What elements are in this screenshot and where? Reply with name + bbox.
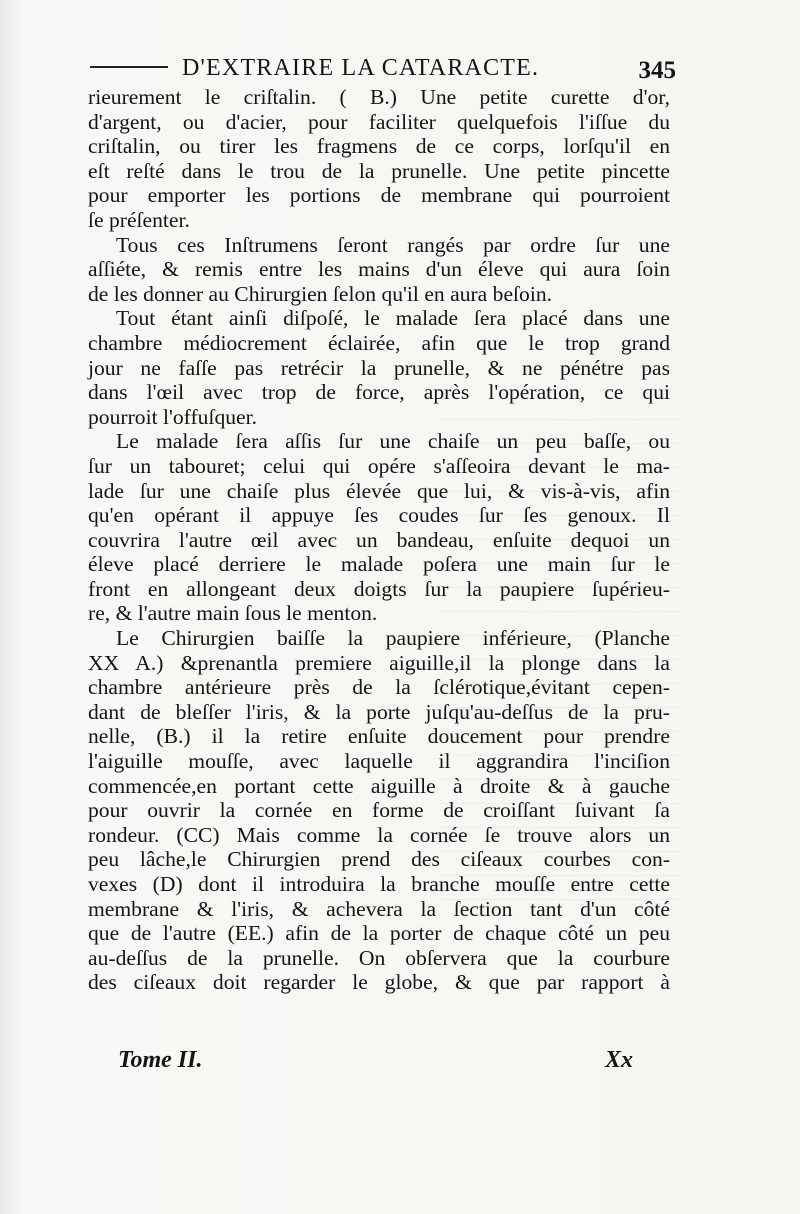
text-line-34: membrane & l'iris, & achevera la ſection tant d'un côté bbox=[88, 896, 670, 921]
text-line-14: pourroit l'offuſquer. bbox=[88, 404, 258, 429]
text-line-1: rieurement le criſtalin. ( B.) Une petite curette d'or, bbox=[88, 85, 670, 109]
text-line-10: Tout étant ainſi diſpoſé, le malade ſera placé dans une bbox=[116, 306, 670, 331]
text-line-24: XX A.) &prenantla premiere aiguille,il la plonge dans la bbox=[88, 650, 670, 675]
text-line-7: Tous ces Inſtrumens ſeront rangés par ordre ſur une bbox=[116, 232, 670, 257]
text-line-28: l'aiguille mouſſe, avec laquelle il aggrandira l'inciſion bbox=[88, 749, 670, 774]
text-line-3: criſtalin, ou tirer les fragmens de ce corps, lorſqu'il en bbox=[88, 134, 670, 159]
text-line-23: Le Chirurgien baiſſe la paupiere inférieure, (Planche bbox=[116, 626, 670, 651]
text-line-18: qu'en opérant il appuye ſes coudes ſur ſes genoux. Il bbox=[88, 503, 670, 528]
text-line-2: d'argent, ou d'acier, pour faciliter quelquefois l'iſſue du bbox=[88, 109, 670, 134]
text-line-29: commencée,en portant cette aiguille à droite & à gauche bbox=[88, 773, 670, 798]
text-line-22: re, & l'autre main ſous le menton. bbox=[88, 601, 378, 626]
volume-label: Tome II. bbox=[118, 1047, 203, 1073]
text-line-36: au-deſſus de la prunelle. On obſervera que la courbure bbox=[88, 945, 670, 970]
text-line-12: jour ne faſſe pas retrécir la prunelle, & ne pénétre pas bbox=[88, 355, 670, 380]
text-line-26: dant de bleſſer l'iris, & la porte juſqu'au-deſſus de la pru- bbox=[88, 699, 670, 724]
text-line-21: front en allongeant deux doigts ſur la paupiere ſupérieu- bbox=[88, 576, 670, 601]
body-text bbox=[88, 85, 670, 995]
text-line-17: lade ſur une chaiſe plus élevée que lui, & vis-à-vis, afin bbox=[88, 478, 670, 503]
text-line-15: Le malade ſera aſſis ſur une chaiſe un peu baſſe, ou bbox=[116, 429, 670, 454]
text-line-33: vexes (D) dont il introduira la branche mouſſe entre cette bbox=[88, 872, 670, 896]
header-rule bbox=[90, 66, 168, 68]
text-line-5: pour emporter les portions de membrane qui pourroient bbox=[88, 183, 670, 208]
text-line-4: eſt reſté dans le trou de la prunelle. Une petite pincette bbox=[88, 158, 670, 183]
text-line-9: de les donner au Chirurgien ſelon qu'il en aura beſoin. bbox=[88, 281, 553, 306]
text-line-19: couvrira l'autre œil avec un bandeau, enſuite dequoi un bbox=[88, 527, 670, 552]
text-line-32: peu lâche,le Chirurgien prend des ciſeaux courbes con- bbox=[88, 847, 670, 872]
text-line-6: ſe préſenter. bbox=[88, 207, 190, 232]
signature-mark: Xx bbox=[604, 1047, 633, 1073]
page-number: 345 bbox=[638, 57, 676, 84]
text-line-31: rondeur. (CC) Mais comme la cornée ſe trouve alors un bbox=[88, 822, 670, 847]
text-line-16: ſur un tabouret; celui qui opére s'aſſeoira devant le ma- bbox=[88, 453, 670, 478]
page-footer bbox=[118, 1047, 638, 1083]
text-line-11: chambre médiocrement éclairée, afin que le trop grand bbox=[88, 330, 670, 355]
text-line-30: pour ouvrir la cornée en forme de croiſſant ſuivant ſa bbox=[88, 798, 670, 823]
text-line-13: dans l'œil avec trop de force, après l'opération, ce qui bbox=[88, 380, 670, 405]
text-line-37: des ciſeaux doit regarder le globe, & que par rapport à bbox=[88, 970, 670, 995]
text-line-20: éleve placé derriere le malade poſera une main ſur le bbox=[88, 552, 670, 577]
text-line-25: chambre antérieure près de la ſclérotique,évitant cepen- bbox=[88, 675, 670, 700]
running-head: D'EXTRAIRE LA CATARACTE. bbox=[182, 55, 540, 81]
text-line-27: nelle, (B.) il la retire enſuite doucement pour prendre bbox=[88, 724, 670, 749]
text-line-35: que de l'autre (EE.) afin de la porter de chaque côté un peu bbox=[88, 921, 670, 946]
text-line-8: aſſiéte, & remis entre les mains d'un éleve qui aura ſoin bbox=[88, 257, 670, 282]
